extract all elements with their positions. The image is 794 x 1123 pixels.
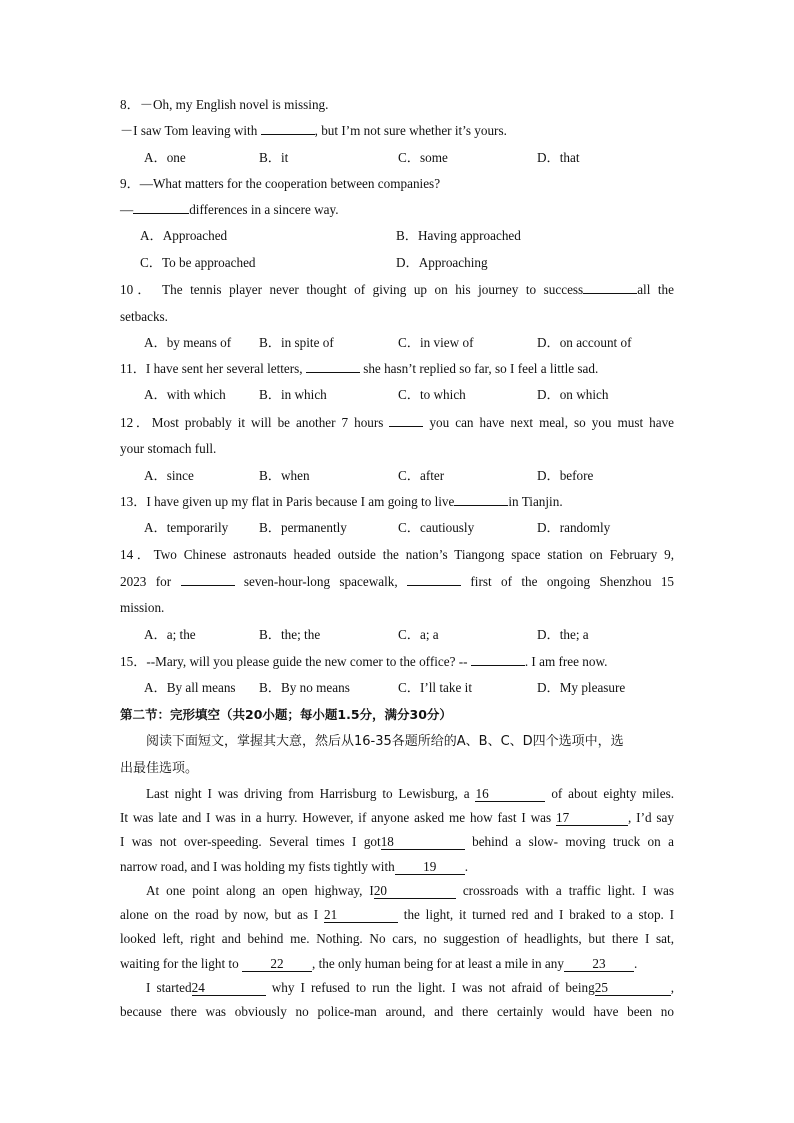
option-a: A．with which [144, 387, 226, 403]
q12-line1b: you can have next meal, so you must have [429, 414, 674, 430]
q9-line2b: differences in a sincere way. [189, 202, 339, 218]
option-c: C．I’ll take it [398, 680, 472, 696]
blank-23: 23 [564, 956, 634, 972]
question-14-options [120, 622, 674, 648]
passage-p2-line4 [120, 952, 674, 976]
passage-p1-line2 [120, 806, 674, 830]
blank-24: 24 [192, 980, 266, 996]
passage-text: crossroads with a traffic light. I was [462, 882, 674, 898]
question-13-stem [120, 489, 674, 515]
blank [583, 293, 637, 294]
passage-text: behind a slow- moving truck on a [472, 834, 674, 850]
q14-line2b: seven-hour-long spacewalk, [243, 573, 398, 589]
passage-text: , [670, 980, 674, 996]
q12-line1a: 12．Most probably it will be another 7 hours [120, 414, 384, 430]
passage-p2-line2 [120, 903, 674, 927]
q14-line2a: 2023 for [120, 573, 172, 589]
passage-p3-line2 [120, 1000, 674, 1024]
passage-text: . [633, 955, 638, 971]
section-instructions: 阅读下面短文，掌握其大意，然后从16-35各题所给的A、B、C、D四个选项中，选 [146, 733, 624, 749]
option-d: D．My pleasure [537, 680, 626, 696]
option-c: C．to which [398, 387, 466, 403]
passage-text: , I’d say [628, 809, 674, 825]
question-12-stem-cont [120, 436, 674, 462]
option-d: D．before [537, 467, 594, 483]
question-14-stem [120, 541, 674, 569]
passage-p1-line3 [120, 830, 674, 854]
q10-line2: setbacks. [120, 308, 168, 324]
q13-line1b: in Tianjin. [508, 493, 563, 509]
blank-18: 18 [381, 834, 465, 850]
option-a: A．temporarily [144, 520, 229, 536]
exam-page [120, 92, 674, 1025]
passage-text: . [464, 858, 468, 874]
section-instructions-cont: 出最佳选项。 [120, 760, 199, 776]
question-10-stem [120, 276, 674, 304]
q9-line2a: — [120, 202, 134, 218]
passage-text: waiting for the light to [120, 955, 239, 971]
option-d: D．the; a [537, 626, 589, 642]
option-b: B．Having approached [396, 228, 521, 244]
option-a: A．one [144, 149, 186, 165]
question-9-reply [120, 197, 674, 223]
section-heading: 第二节：完形填空（共20小题；每小题1.5分，满分30分） [120, 706, 452, 722]
blank [133, 213, 189, 214]
passage-text: why I refused to run the light. I was not afraid of being [271, 980, 595, 996]
question-14-stem-end [120, 595, 674, 621]
option-b: B．it [259, 149, 289, 165]
question-9-stem [120, 171, 674, 197]
option-b: B．By no means [259, 680, 350, 696]
question-11-stem [120, 356, 674, 382]
blank-21: 21 [324, 907, 398, 923]
option-c: C．cautiously [398, 520, 475, 536]
option-c: C．some [398, 149, 448, 165]
q10-line1b: all the [637, 282, 674, 298]
option-c: C．a; a [398, 626, 439, 642]
option-b: B．in spite of [259, 334, 334, 350]
option-d: D．on account of [537, 334, 632, 350]
blank-17: 17 [556, 810, 628, 826]
option-a: A．since [144, 467, 194, 483]
passage-text: looked left, right and behind me. Nothing. No cars, no suggestion of headlights, but there I sat, [120, 931, 674, 947]
question-8-options [120, 145, 674, 171]
blank [306, 372, 360, 373]
passage-text: alone on the road by now, but as I [120, 907, 319, 923]
option-d: D．that [537, 149, 580, 165]
question-11-options [120, 382, 674, 408]
blank [407, 585, 461, 586]
q15-line1a: 15．--Mary, will you please guide the new comer to the office? -- [120, 653, 468, 669]
option-b: B．the; the [259, 626, 321, 642]
q13-line1a: 13．I have given up my flat in Paris because I am going to live [120, 493, 455, 509]
q14-line1: 14．Two Chinese astronauts headed outside the nation’s Tiangong space station on February 9, [120, 547, 674, 563]
option-d: D．Approaching [396, 254, 488, 270]
q14-line2c: first of the ongoing Shenzhou 15 [470, 573, 674, 589]
q8-line2a: －I saw Tom leaving with [120, 123, 258, 139]
question-10-stem-cont [120, 304, 674, 330]
option-a: A．Approached [140, 228, 228, 244]
option-a: A．by means of [144, 334, 232, 350]
option-b: B．in which [259, 387, 327, 403]
passage-text: I was not over-speeding. Several times I got [120, 834, 381, 850]
question-9-options-row1 [120, 223, 674, 249]
blank-19: 19 [395, 859, 465, 875]
passage-p2-line3 [120, 927, 674, 951]
q15-line1b: . I am free now. [524, 653, 608, 669]
option-a: A．By all means [144, 680, 236, 696]
option-c: C．in view of [398, 334, 474, 350]
question-9-options-row2 [120, 250, 674, 276]
q11-line1b: she hasn’t replied so far, so I feel a little sad. [363, 361, 599, 377]
q10-line1a: 10． The tennis player never thought of giving up on his journey to success [120, 282, 584, 298]
passage-text: At one point along an open highway, I [146, 882, 374, 898]
blank [454, 505, 508, 506]
option-c: C．To be approached [140, 254, 256, 270]
blank [471, 665, 525, 666]
question-14-stem-cont [120, 569, 674, 595]
q8-line2b: , but I’m not sure whether it’s yours. [314, 123, 507, 139]
passage-text: , the only human being for at least a mile in any [311, 955, 564, 971]
option-d: D．on which [537, 387, 609, 403]
q11-line1a: 11．I have sent her several letters, [120, 361, 303, 377]
passage-text: narrow road, and I was holding my fists tightly with [120, 858, 395, 874]
question-15-stem [120, 648, 674, 676]
blank-16: 16 [475, 786, 545, 802]
q8-line1: 8．－Oh, my English novel is missing. [120, 97, 329, 112]
option-b: B．when [259, 467, 310, 483]
blank-25: 25 [595, 980, 671, 996]
question-12-options [120, 463, 674, 489]
passage-text: Last night I was driving from Harrisburg to Lewisburg, a [146, 785, 470, 801]
blank-22: 22 [242, 956, 312, 972]
passage-text: of about eighty miles. [551, 785, 674, 801]
blank [181, 585, 235, 586]
question-10-options [120, 330, 674, 356]
blank [261, 134, 315, 135]
q9-line1: 9．—What matters for the cooperation between companies? [120, 175, 441, 191]
passage-p3-line1 [120, 976, 674, 1000]
passage-text: because there was obviously no police-man around, and there certainly would have been no [120, 1004, 674, 1020]
passage-text: It was late and I was in a hurry. However, if anyone asked me how fast I was [120, 809, 552, 825]
passage-text: I started [146, 980, 192, 996]
passage-p2-line1 [120, 879, 674, 903]
option-c: C．after [398, 467, 445, 483]
blank-20: 20 [374, 883, 456, 899]
question-8-reply [120, 118, 674, 144]
option-b: B．permanently [259, 520, 347, 536]
question-8-stem [120, 92, 674, 118]
q14-line3: mission. [120, 600, 165, 616]
blank [389, 426, 423, 427]
passage-p1-line1 [120, 782, 674, 806]
option-a: A．a; the [144, 626, 196, 642]
passage-text: the light, it turned red and I braked to a stop. I [403, 907, 674, 923]
question-13-options [120, 515, 674, 541]
option-d: D．randomly [537, 520, 611, 536]
q12-line2: your stomach full. [120, 441, 217, 457]
question-15-options [120, 675, 674, 701]
question-12-stem [120, 409, 674, 437]
passage-p1-line4 [120, 855, 674, 879]
